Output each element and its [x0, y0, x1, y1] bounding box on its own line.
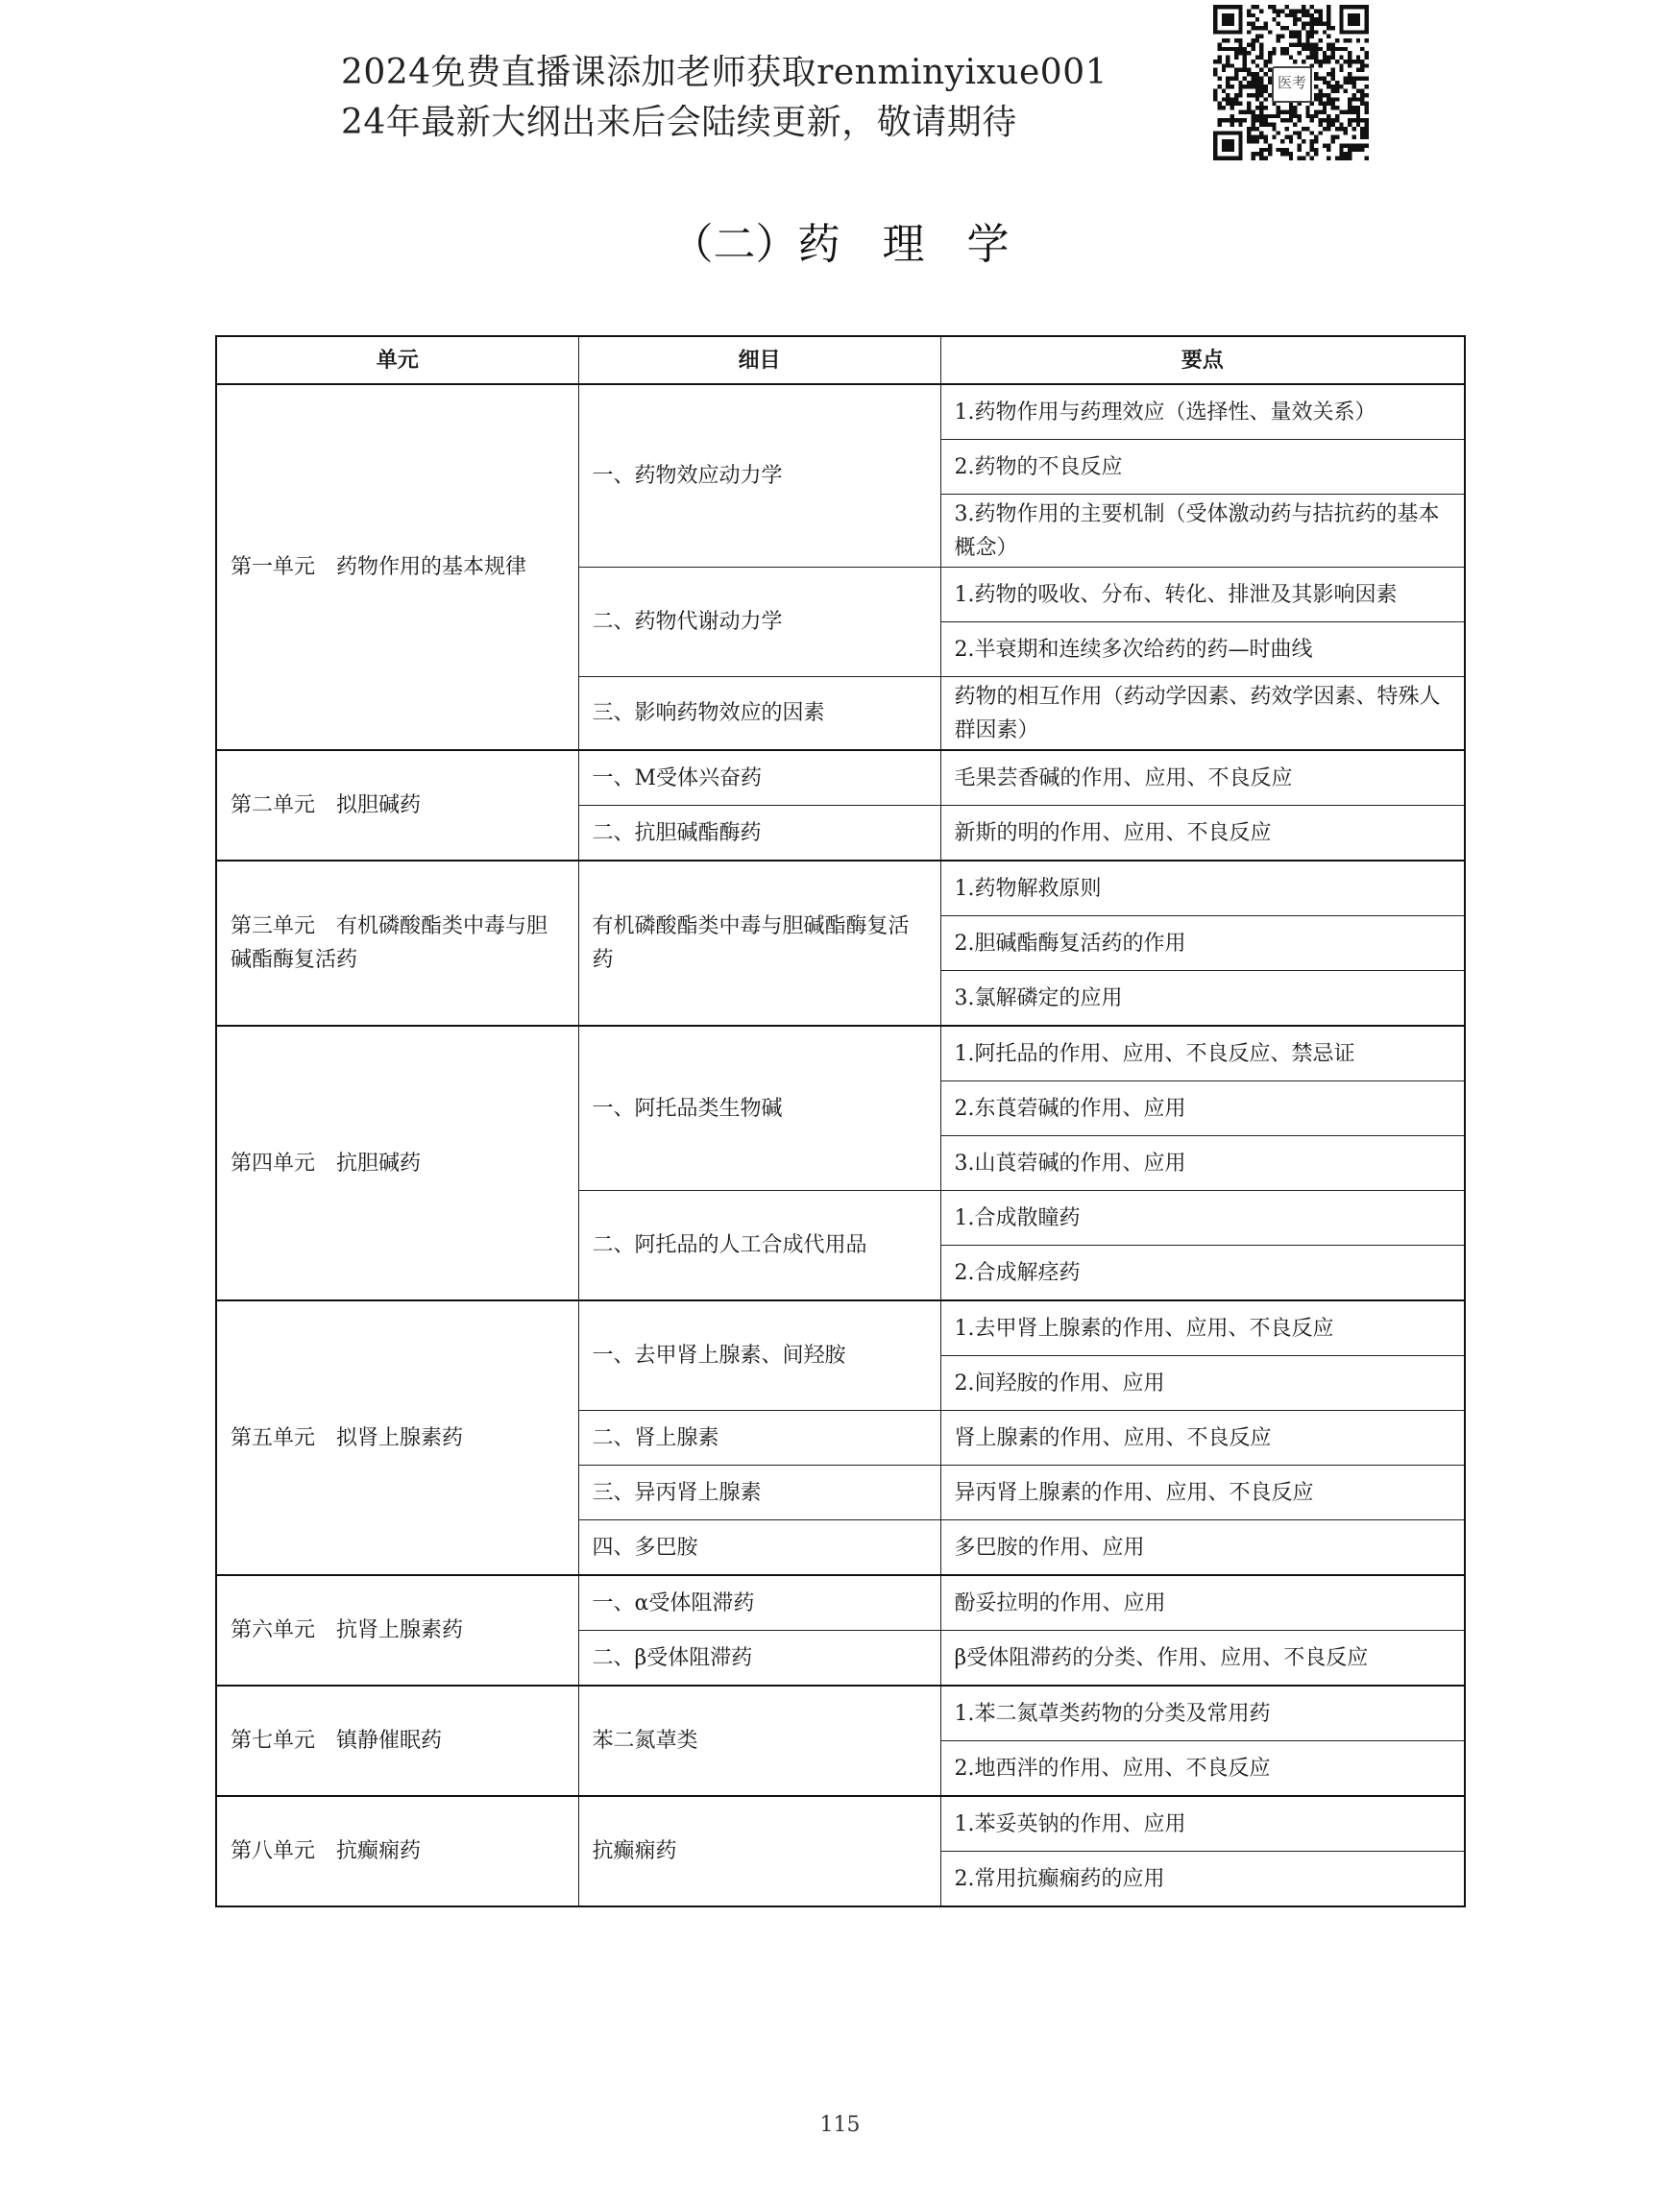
item-cell: 抗癫痫药	[578, 1796, 940, 1906]
item-cell: 二、药物代谢动力学	[578, 568, 940, 677]
point-cell: 毛果芸香碱的作用、应用、不良反应	[940, 750, 1465, 806]
unit-cell: 第五单元 拟肾上腺素药	[216, 1300, 578, 1575]
header-line-1: 2024免费直播课添加老师获取renminyixue001	[341, 53, 1108, 92]
point-cell: 1.去甲肾上腺素的作用、应用、不良反应	[940, 1300, 1465, 1356]
unit-cell: 第七单元 镇静催眠药	[216, 1686, 578, 1796]
unit-cell: 第一单元 药物作用的基本规律	[216, 384, 578, 750]
table-row	[216, 1026, 1465, 1081]
qr-code[interactable]	[1213, 5, 1369, 160]
point-cell: 异丙肾上腺素的作用、应用、不良反应	[940, 1466, 1465, 1520]
item-cell: 一、药物效应动力学	[578, 384, 940, 568]
table-header-row	[216, 336, 1465, 384]
point-cell: 2.合成解痉药	[940, 1246, 1465, 1301]
point-cell: 3.氯解磷定的应用	[940, 971, 1465, 1027]
item-cell: 有机磷酸酯类中毒与胆碱酯酶复活药	[578, 861, 940, 1026]
point-cell: 药物的相互作用（药动学因素、药效学因素、特殊人群因素）	[940, 677, 1465, 751]
point-cell: 2.地西泮的作用、应用、不良反应	[940, 1741, 1465, 1797]
item-cell: 三、异丙肾上腺素	[578, 1466, 940, 1520]
point-cell: 肾上腺素的作用、应用、不良反应	[940, 1411, 1465, 1466]
page-number: 115	[819, 2113, 861, 2137]
item-cell: 一、α受体阻滞药	[578, 1575, 940, 1631]
item-cell: 一、去甲肾上腺素、间羟胺	[578, 1300, 940, 1411]
header-notice	[341, 48, 1108, 148]
item-cell: 二、β受体阻滞药	[578, 1631, 940, 1687]
unit-cell: 第三单元 有机磷酸酯类中毒与胆碱酯酶复活药	[216, 861, 578, 1026]
table-row	[216, 1300, 1465, 1356]
point-cell: 酚妥拉明的作用、应用	[940, 1575, 1465, 1631]
point-cell: 3.药物作用的主要机制（受体激动药与拮抗药的基本概念）	[940, 495, 1465, 568]
table-row	[216, 1796, 1465, 1852]
point-cell: 2.药物的不良反应	[940, 440, 1465, 495]
point-cell: 1.苯二氮䓬类药物的分类及常用药	[940, 1686, 1465, 1741]
table-body	[216, 384, 1465, 1906]
point-cell: 新斯的明的作用、应用、不良反应	[940, 806, 1465, 862]
header-line-2: 24年最新大纲出来后会陆续更新，敬请期待	[341, 103, 1017, 142]
item-cell: 一、M受体兴奋药	[578, 750, 940, 806]
table-row	[216, 1686, 1465, 1741]
point-cell: 多巴胺的作用、应用	[940, 1520, 1465, 1576]
point-cell: 1.药物解救原则	[940, 861, 1465, 916]
syllabus-table	[215, 335, 1466, 1907]
point-cell: 1.药物作用与药理效应（选择性、量效关系）	[940, 384, 1465, 440]
item-cell: 二、肾上腺素	[578, 1411, 940, 1466]
point-cell: 1.阿托品的作用、应用、不良反应、禁忌证	[940, 1026, 1465, 1081]
item-cell: 苯二氮䓬类	[578, 1686, 940, 1796]
page-title: （二）药 理 学	[670, 220, 1010, 269]
item-cell: 三、影响药物效应的因素	[578, 677, 940, 751]
item-cell: 四、多巴胺	[578, 1520, 940, 1576]
item-cell: 一、阿托品类生物碱	[578, 1026, 940, 1191]
point-cell: 1.合成散瞳药	[940, 1191, 1465, 1246]
header-item: 细目	[578, 336, 940, 384]
point-cell: 2.胆碱酯酶复活药的作用	[940, 916, 1465, 971]
point-cell: 1.药物的吸收、分布、转化、排泄及其影响因素	[940, 568, 1465, 622]
point-cell: 2.间羟胺的作用、应用	[940, 1356, 1465, 1411]
item-cell: 二、抗胆碱酯酶药	[578, 806, 940, 862]
table-row	[216, 750, 1465, 806]
point-cell: 1.苯妥英钠的作用、应用	[940, 1796, 1465, 1852]
item-cell: 二、阿托品的人工合成代用品	[578, 1191, 940, 1301]
point-cell: β受体阻滞药的分类、作用、应用、不良反应	[940, 1631, 1465, 1687]
header-unit: 单元	[216, 336, 578, 384]
point-cell: 2.半衰期和连续多次给药的药—时曲线	[940, 622, 1465, 677]
unit-cell: 第二单元 拟胆碱药	[216, 750, 578, 861]
table-row	[216, 384, 1465, 440]
point-cell: 2.常用抗癫痫药的应用	[940, 1852, 1465, 1907]
unit-cell: 第四单元 抗胆碱药	[216, 1026, 578, 1300]
table-row	[216, 861, 1465, 916]
unit-cell: 第六单元 抗肾上腺素药	[216, 1575, 578, 1686]
point-cell: 2.东莨菪碱的作用、应用	[940, 1081, 1465, 1136]
point-cell: 3.山莨菪碱的作用、应用	[940, 1136, 1465, 1191]
header-points: 要点	[940, 336, 1465, 384]
qr-logo: 医考	[1272, 66, 1312, 103]
table-row	[216, 1575, 1465, 1631]
unit-cell: 第八单元 抗癫痫药	[216, 1796, 578, 1906]
